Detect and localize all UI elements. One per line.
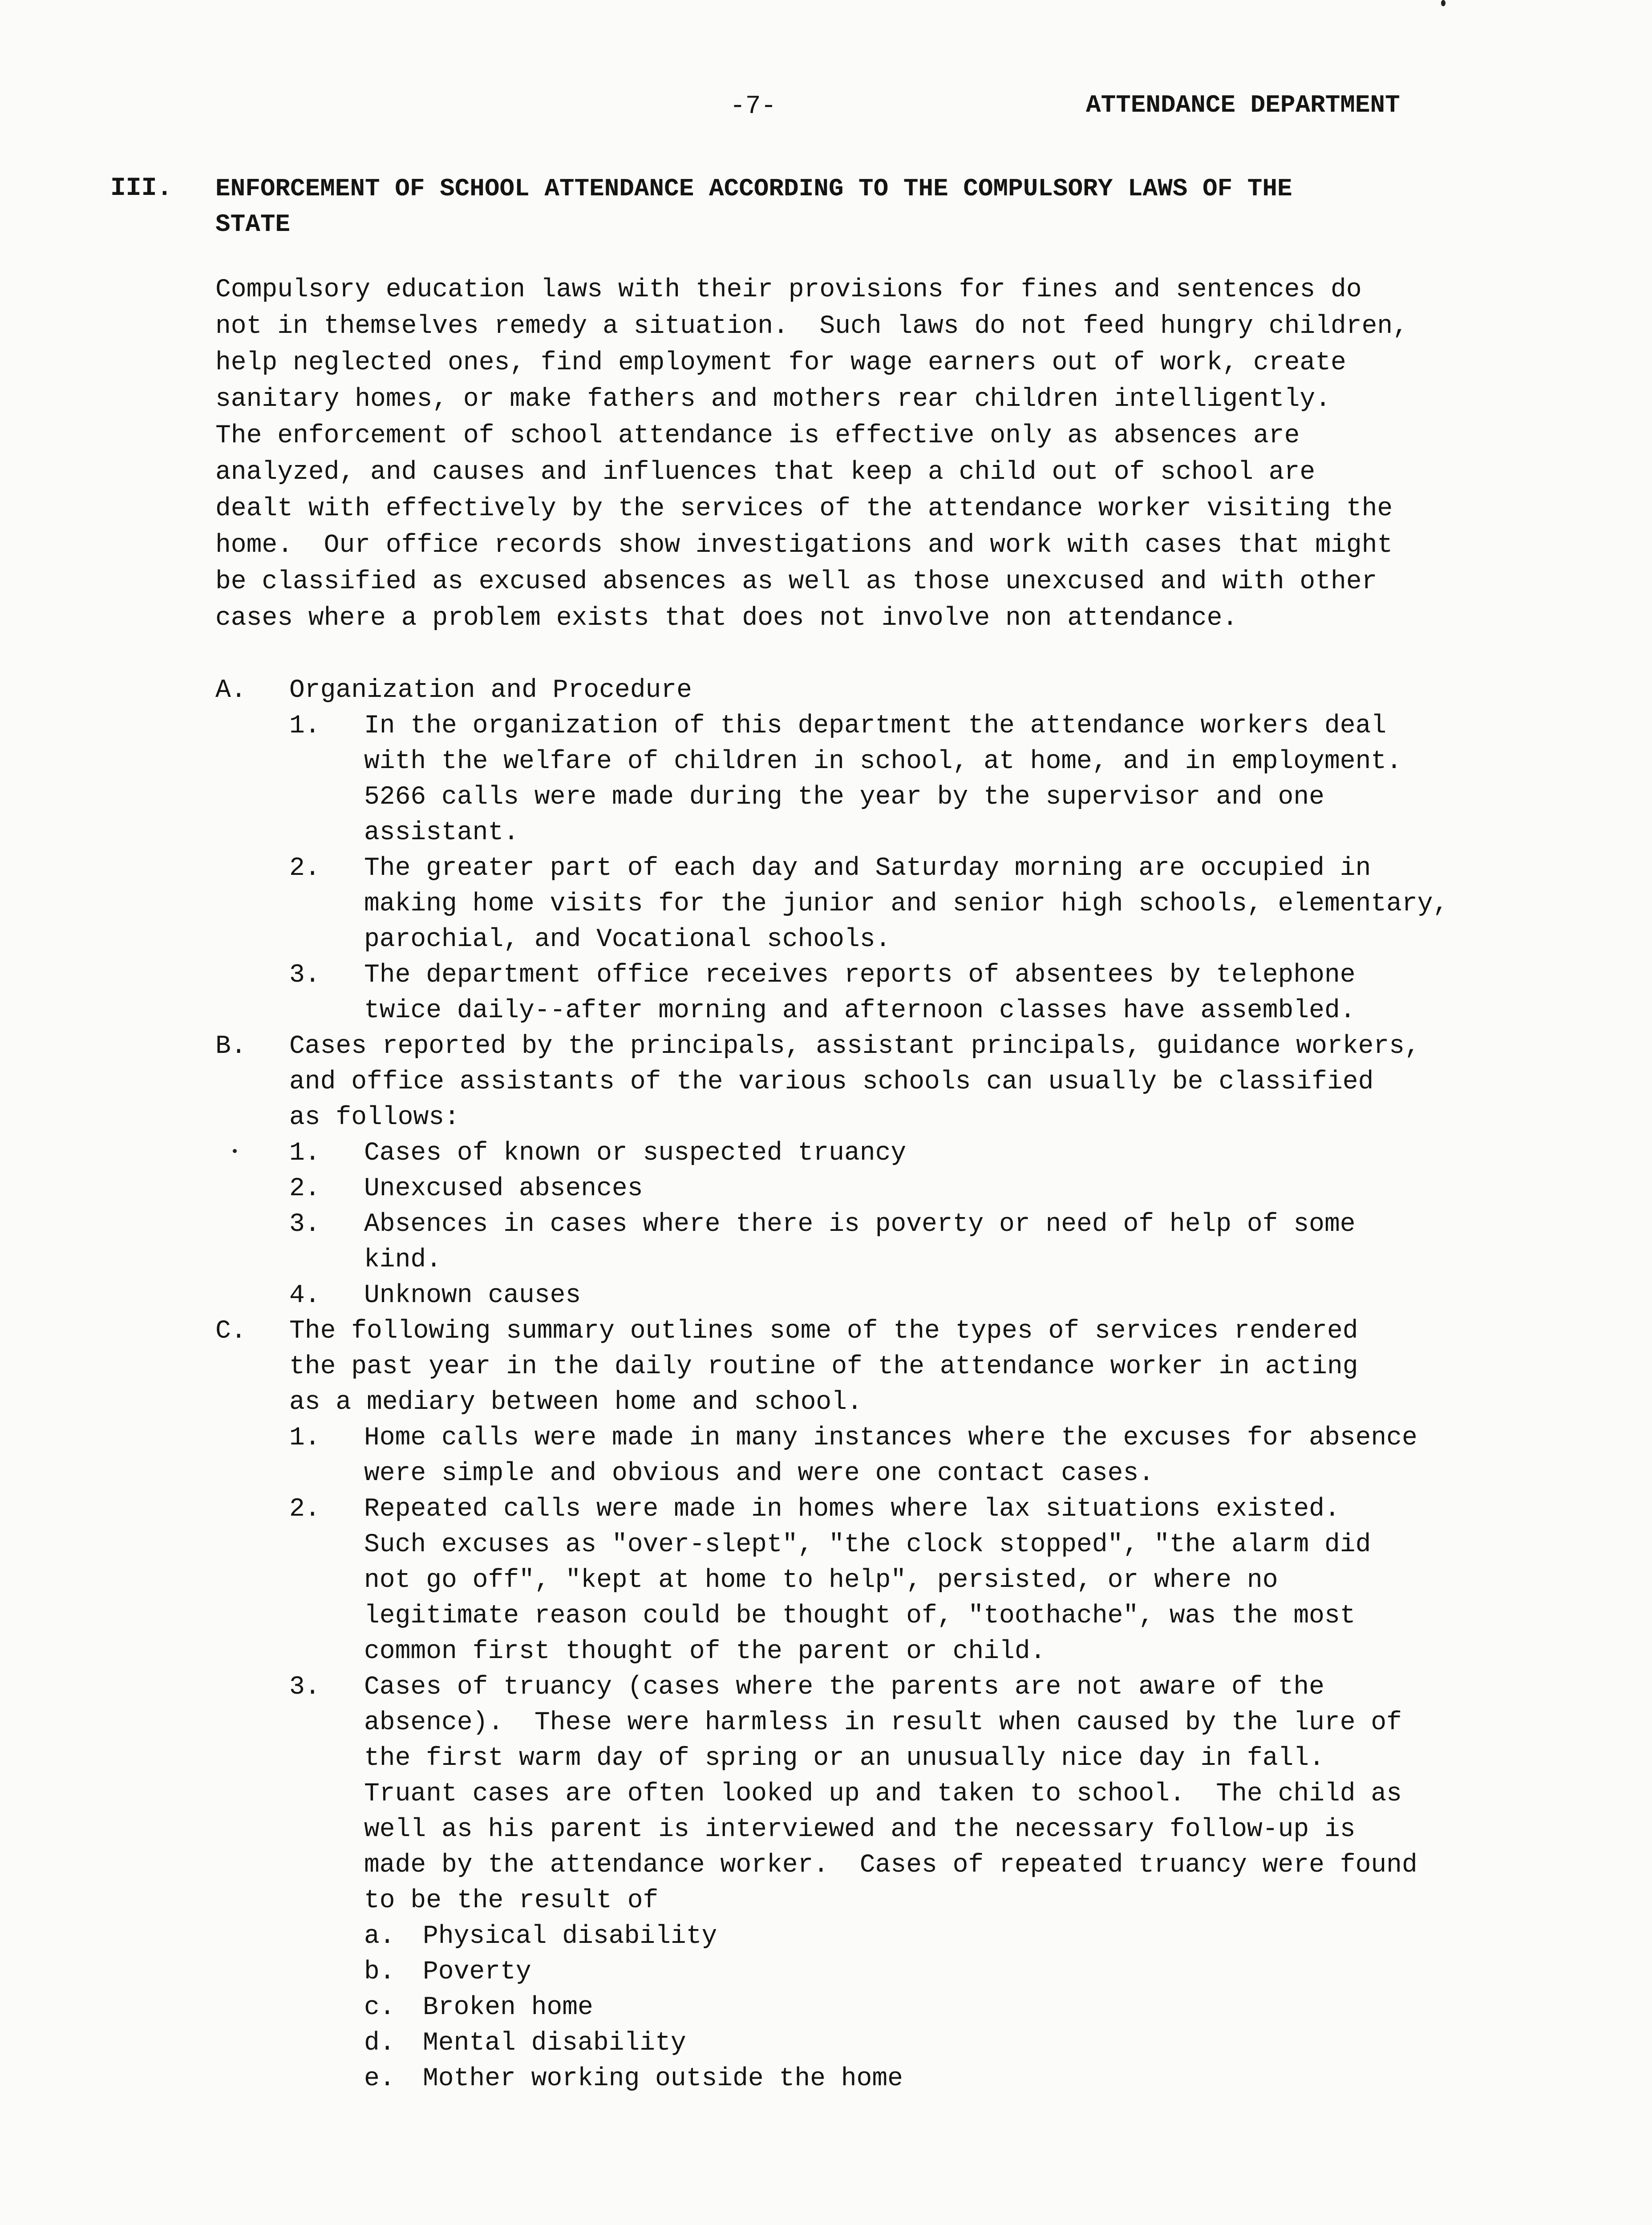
intro-line: sanitary homes, or make fathers and mothers rear children intelligently. xyxy=(215,385,1331,414)
a-item-line: twice daily--after morning and afternoon classes have assembled. xyxy=(364,996,1356,1025)
c-item-line: common first thought of the parent or child. xyxy=(364,1637,1046,1666)
c-subitem-text: Poverty xyxy=(423,1958,531,1986)
section-a-heading: Organization and Procedure xyxy=(289,676,692,705)
a-item-line: making home visits for the junior and senior high schools, elementary, xyxy=(364,890,1449,918)
intro-line: be classified as excused absences as well as those unexcused and with other xyxy=(215,567,1377,596)
b-item-line: kind. xyxy=(364,1246,442,1274)
c-subitem-letter: b. xyxy=(364,1958,395,1986)
section-c-letter: C. xyxy=(215,1317,247,1346)
c-item-line: not go off", "kept at home to help", persisted, or where no xyxy=(364,1566,1278,1595)
c-item-line: Home calls were made in many instances where the excuses for absence xyxy=(364,1424,1417,1452)
a-item-number: 3. xyxy=(289,961,320,990)
b-item-number: 3. xyxy=(289,1210,320,1239)
section-b-letter: B. xyxy=(215,1032,247,1061)
c-item-number: 3. xyxy=(289,1673,320,1702)
intro-line: analyzed, and causes and influences that keep a child out of school are xyxy=(215,458,1316,487)
c-subitem-letter: e. xyxy=(364,2064,395,2093)
b-item-line: Cases of known or suspected truancy xyxy=(364,1139,907,1168)
a-item-line: with the welfare of children in school, at home, and in employment. xyxy=(364,747,1402,776)
section-c-line: the past year in the daily routine of the attendance worker in acting xyxy=(289,1352,1358,1381)
c-item-line: were simple and obvious and were one contact cases. xyxy=(364,1459,1154,1488)
intro-line: not in themselves remedy a situation. Such laws do not feed hungry children, xyxy=(215,312,1409,341)
section-title-line-1: ENFORCEMENT OF SCHOOL ATTENDANCE ACCORDING TO THE COMPULSORY LAWS OF THE xyxy=(215,174,1292,203)
b-item-line: Absences in cases where there is poverty or need of help of some xyxy=(364,1210,1356,1239)
c-subitem-text: Mental disability xyxy=(423,2029,686,2058)
section-b-line: as follows: xyxy=(289,1103,460,1132)
c-item-line: legitimate reason could be thought of, "toothache", was the most xyxy=(364,1602,1356,1630)
c-item-line: Repeated calls were made in homes where lax situations existed. xyxy=(364,1495,1340,1524)
section-title-line-2: STATE xyxy=(215,210,291,239)
section-c-line: as a mediary between home and school. xyxy=(289,1388,862,1417)
section-b-line: and office assistants of the various schools can usually be classified xyxy=(289,1068,1374,1096)
b-item-line: Unexcused absences xyxy=(364,1174,643,1203)
c-item-line: Cases of truancy (cases where the parents are not aware of the xyxy=(364,1673,1324,1702)
intro-line: help neglected ones, find employment for wage earners out of work, create xyxy=(215,348,1346,377)
a-item-line: parochial, and Vocational schools. xyxy=(364,925,891,954)
c-item-number: 2. xyxy=(289,1495,320,1524)
page-number: -7- xyxy=(730,92,777,121)
intro-line: home. Our office records show investigations and work with cases that might xyxy=(215,531,1393,560)
a-item-line: 5266 calls were made during the year by the supervisor and one xyxy=(364,783,1324,812)
b-item-line: Unknown causes xyxy=(364,1281,581,1310)
c-item-line: to be the result of xyxy=(364,1886,659,1915)
c-item-line: made by the attendance worker. Cases of repeated truancy were found xyxy=(364,1851,1417,1880)
intro-line: dealt with effectively by the services of the attendance worker visiting the xyxy=(215,494,1393,523)
c-item-line: Such excuses as "over-slept", "the clock stopped", "the alarm did xyxy=(364,1530,1371,1559)
c-item-number: 1. xyxy=(289,1424,320,1452)
b-item-number: 2. xyxy=(289,1174,320,1203)
scan-speck xyxy=(233,1149,237,1153)
c-item-line: absence). These were harmless in result when caused by the lure of xyxy=(364,1708,1402,1737)
b-item-number: 4. xyxy=(289,1281,320,1310)
a-item-line: In the organization of this department the attendance workers deal xyxy=(364,712,1387,740)
a-item-line: assistant. xyxy=(364,818,519,847)
c-item-line: the first warm day of spring or an unusually nice day in fall. xyxy=(364,1744,1324,1773)
department-heading: ATTENDANCE DEPARTMENT xyxy=(1086,91,1400,119)
section-a-letter: A. xyxy=(215,676,247,705)
c-subitem-text: Broken home xyxy=(423,1993,593,2022)
a-item-number: 2. xyxy=(289,854,320,883)
c-subitem-text: Mother working outside the home xyxy=(423,2064,903,2093)
intro-line: Compulsory education laws with their provisions for fines and sentences do xyxy=(215,275,1362,304)
c-subitem-letter: d. xyxy=(364,2029,395,2058)
a-item-number: 1. xyxy=(289,712,320,740)
c-subitem-letter: c. xyxy=(364,1993,395,2022)
c-subitem-letter: a. xyxy=(364,1922,395,1951)
scan-speck xyxy=(1441,0,1446,6)
b-item-number: 1. xyxy=(289,1139,320,1168)
section-b-line: Cases reported by the principals, assistant principals, guidance workers, xyxy=(289,1032,1420,1061)
c-item-line: Truant cases are often looked up and taken to school. The child as xyxy=(364,1780,1402,1808)
section-c-line: The following summary outlines some of the types of services rendered xyxy=(289,1317,1358,1346)
a-item-line: The department office receives reports of absentees by telephone xyxy=(364,961,1356,990)
a-item-line: The greater part of each day and Saturday morning are occupied in xyxy=(364,854,1371,883)
c-subitem-text: Physical disability xyxy=(423,1922,717,1951)
intro-line: cases where a problem exists that does not involve non attendance. xyxy=(215,604,1238,633)
section-numeral: III. xyxy=(110,174,173,203)
c-item-line: well as his parent is interviewed and the necessary follow-up is xyxy=(364,1815,1356,1844)
intro-line: The enforcement of school attendance is effective only as absences are xyxy=(215,421,1300,450)
